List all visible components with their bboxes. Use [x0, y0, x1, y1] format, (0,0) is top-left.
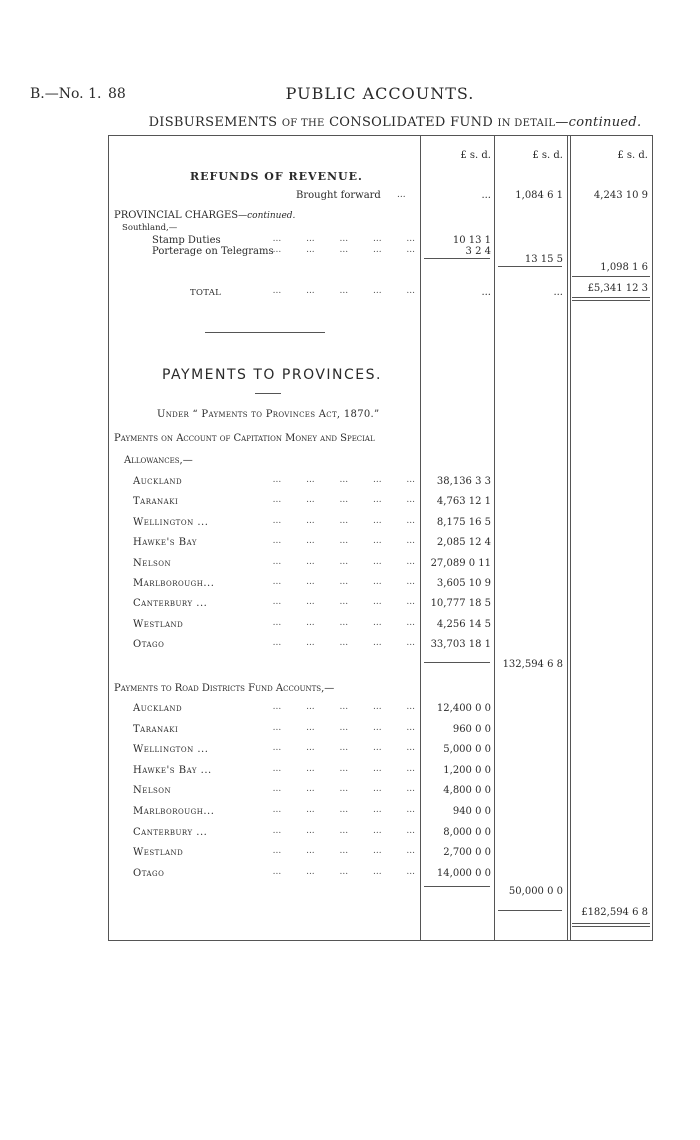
brought-forward-label: Brought forward [296, 190, 381, 201]
subtotal-rule [498, 266, 562, 267]
road-total: 50,000 0 0 [508, 886, 563, 897]
column-divider-3 [567, 135, 568, 941]
road-province-name: Otago [133, 867, 165, 879]
leader-dots: ... ... ... ... ... [272, 515, 415, 526]
capitation-province-amount: 2,085 12 4 [436, 537, 491, 549]
column-header-2: £ s. d. [532, 150, 563, 161]
column-header-3: £ s. d. [617, 150, 648, 161]
capitation-province-amount: 3,605 10 9 [436, 578, 491, 589]
capitation-province-amount: 38,136 3 3 [436, 476, 491, 487]
road-province-name: Canterbury ... [133, 826, 208, 838]
title-underline [255, 393, 281, 394]
capitation-province-name: Nelson [133, 557, 172, 569]
provincial-charges-continued: —continued. [238, 211, 296, 221]
road-province-name: Wellington ... [133, 744, 209, 756]
leader-dots: ... ... ... ... ... [272, 805, 415, 815]
capitation-province-amount: 33,703 18 1 [430, 639, 491, 651]
leader-dots: ... ... ... ... ... [272, 825, 415, 836]
subtitle-in: IN DETAIL [497, 118, 556, 129]
capitation-rule [424, 662, 490, 663]
total-rule-double [572, 300, 650, 301]
refunds-subtotal-c3: 1,098 1 6 [600, 262, 648, 273]
leader-dots: ... ... ... ... ... [272, 846, 415, 857]
total-rule [572, 297, 650, 298]
road-province-amount: 2,700 0 0 [443, 847, 491, 859]
page-subtitle [0, 115, 700, 130]
brought-forward-c1: ... [481, 190, 491, 201]
road-province-name: Hawke's Bay ... [133, 764, 212, 776]
road-province-amount: 1,200 0 0 [443, 764, 491, 776]
total-text: TOTAL [190, 288, 222, 298]
leader-dots: ... ... ... ... ... [272, 245, 415, 255]
capitation-province-name: Marlborough... [133, 578, 215, 589]
capitation-heading-cont-text: Allowances,— [124, 455, 193, 466]
subtitle-continued: —continued. [555, 115, 642, 130]
total-c1: ... [481, 287, 491, 298]
capitation-heading [114, 433, 375, 444]
leader-dots: ... ... ... ... ... [272, 597, 415, 608]
stamp-duties-c1: 10 13 1 [452, 235, 491, 246]
grand-total-rule [572, 923, 650, 924]
column-divider-3b [570, 135, 571, 941]
telegrams-c1: 3 2 4 [465, 246, 491, 257]
southland-heading: Southland,— [122, 223, 178, 233]
road-province-name: Westland [133, 847, 184, 859]
payments-grand-total: £182,594 6 8 [581, 907, 648, 918]
leader-dots: ... ... ... ... ... [272, 638, 415, 649]
subtotal-rule [572, 276, 650, 277]
under-act-heading [157, 409, 379, 420]
capitation-province-name: Wellington ... [133, 516, 209, 528]
capitation-province-amount: 10,777 18 5 [430, 598, 491, 610]
road-total-rule [498, 910, 562, 911]
refunds-title: REFUNDS OF REVENUE. [190, 170, 363, 183]
provincial-charges-heading [114, 210, 295, 221]
leader-dots: ... ... ... ... ... [272, 702, 415, 712]
capitation-heading-text: Payments on Account of Capitation Money and Special [114, 433, 375, 444]
document-reference: B.—No. 1. [30, 86, 102, 102]
capitation-province-name: Otago [133, 639, 165, 651]
capitation-province-name: Westland [133, 618, 184, 630]
leader-dots: ... [397, 190, 406, 200]
capitation-total: 132,594 6 8 [502, 659, 563, 670]
road-province-amount: 960 0 0 [452, 723, 491, 735]
leader-dots: ... ... ... ... ... [272, 556, 415, 567]
under-act-text: Under “ Payments to Provinces Act, 1870.” [157, 409, 380, 420]
leader-dots: ... ... ... ... ... [272, 536, 415, 547]
road-districts-heading-text: Payments to Road Districts Fund Accounts,— [114, 683, 335, 694]
leader-dots: ... ... ... ... ... [272, 722, 415, 733]
subtitle-main: DISBURSEMENTS [148, 115, 278, 130]
telegrams-label: Porterage on Telegrams [152, 246, 274, 257]
capitation-province-amount: 4,763 12 1 [436, 496, 491, 508]
leader-dots: ... ... ... ... ... [272, 743, 415, 754]
leader-dots: ... ... ... ... ... [272, 495, 415, 506]
road-province-name: Taranaki [133, 723, 179, 735]
road-rule [424, 886, 490, 887]
capitation-province-name: Canterbury ... [133, 598, 208, 610]
road-province-name: Nelson [133, 785, 172, 797]
leader-dots: ... ... ... ... ... [272, 234, 415, 244]
section-divider [205, 332, 325, 333]
subtitle-fund: CONSOLIDATED FUND [329, 115, 494, 130]
subtotal-rule [424, 258, 490, 259]
grand-total-rule-double [572, 926, 650, 927]
road-province-name: Marlborough... [133, 806, 215, 817]
column-header-1: £ s. d. [460, 150, 491, 161]
road-province-name: Auckland [133, 703, 183, 714]
road-province-amount: 5,000 0 0 [443, 744, 491, 756]
brought-forward-c3: 4,243 10 9 [593, 190, 648, 201]
road-districts-heading [114, 683, 334, 694]
leader-dots: ... ... ... ... ... [272, 617, 415, 628]
page-title: PUBLIC ACCOUNTS. [285, 84, 475, 103]
payments-title: PAYMENTS TO PROVINCES. [162, 367, 382, 383]
refunds-grand-total: £5,341 12 3 [587, 283, 648, 294]
page-number: 88 [108, 86, 126, 102]
leader-dots: ... ... ... ... ... [272, 763, 415, 774]
column-divider-2 [494, 135, 495, 941]
leader-dots: ... ... ... ... ... [272, 784, 415, 795]
capitation-province-amount: 27,089 0 11 [430, 557, 491, 569]
capitation-province-amount: 8,175 16 5 [436, 516, 491, 528]
capitation-province-name: Taranaki [133, 496, 179, 508]
capitation-province-amount: 4,256 14 5 [436, 618, 491, 630]
road-province-amount: 14,000 0 0 [436, 867, 491, 879]
leader-dots: ... ... ... ... ... [272, 866, 415, 877]
leader-dots: ... ... ... ... ... [272, 286, 415, 296]
leader-dots: ... ... ... ... ... [272, 577, 415, 587]
road-province-amount: 8,000 0 0 [443, 826, 491, 838]
subtitle-of: OF THE [281, 118, 325, 129]
provincial-charges-label: PROVINCIAL CHARGES [114, 210, 239, 221]
column-divider-1 [420, 135, 421, 941]
capitation-province-name: Auckland [133, 476, 183, 487]
road-province-amount: 4,800 0 0 [443, 785, 491, 797]
capitation-province-name: Hawke's Bay [133, 537, 197, 549]
brought-forward-c2: 1,084 6 1 [515, 190, 563, 201]
capitation-heading-cont [124, 455, 193, 466]
southland-subtotal-c2: 13 15 5 [524, 254, 563, 265]
road-province-amount: 940 0 0 [452, 806, 491, 817]
stamp-duties-label: Stamp Duties [152, 235, 221, 246]
leader-dots: ... ... ... ... ... [272, 475, 415, 485]
road-province-amount: 12,400 0 0 [436, 703, 491, 714]
total-c2: ... [553, 287, 563, 298]
